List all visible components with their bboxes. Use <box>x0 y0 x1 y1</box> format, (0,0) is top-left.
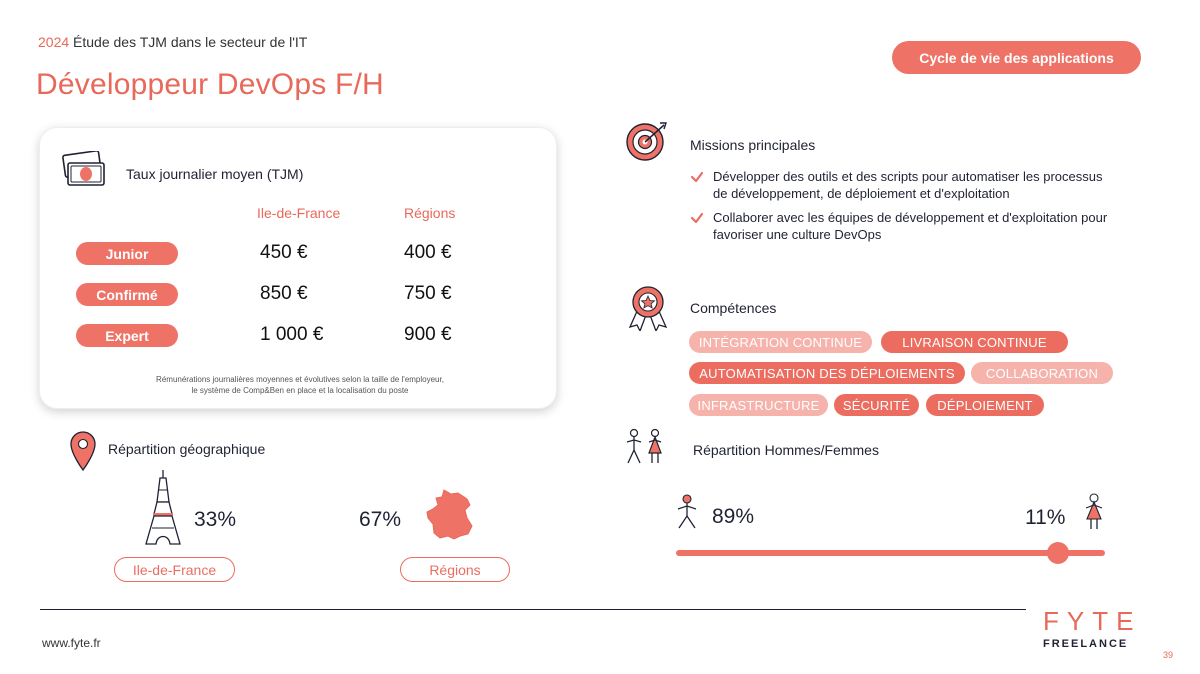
skill-tag: AUTOMATISATION DES DÉPLOIEMENTS <box>689 362 965 384</box>
france-map-icon <box>424 488 476 542</box>
tjm-expert-idf: 1 000 € <box>260 324 324 345</box>
skill-tag: INTÉGRATION CONTINUE <box>689 331 872 353</box>
page-number: 39 <box>1163 650 1174 660</box>
tjm-junior-regions: 400 € <box>404 242 452 263</box>
col-header-regions: Régions <box>404 205 456 221</box>
women-pct: 11% <box>1025 506 1066 529</box>
check-icon <box>690 170 704 184</box>
tjm-title: Taux journalier moyen (TJM) <box>126 166 304 182</box>
gender-bar-knob <box>1047 542 1069 564</box>
geo-idf-pct: 33% <box>194 508 237 531</box>
level-junior: Junior <box>76 242 178 265</box>
gender-bar-track <box>676 550 1105 556</box>
footer-url[interactable]: www.fyte.fr <box>42 636 101 650</box>
tjm-note-line2: le système de Comp&Ben en place et la localisation du poste <box>191 386 409 395</box>
tjm-confirme-regions: 750 € <box>404 283 452 304</box>
gender-title: Répartition Hommes/Femmes <box>693 442 879 458</box>
geo-regions-label: Régions <box>400 557 510 582</box>
study-subtitle-text: Étude des TJM dans le secteur de l'IT <box>73 34 308 50</box>
woman-icon <box>1082 493 1106 531</box>
tjm-junior-idf: 450 € <box>260 242 308 263</box>
couple-icon <box>622 428 668 466</box>
tjm-note <box>90 374 510 396</box>
competences-title: Compétences <box>690 300 777 316</box>
check-icon <box>690 211 704 225</box>
award-ribbon-icon <box>626 285 670 331</box>
target-icon <box>624 120 668 164</box>
tjm-note-line1: Rémunérations journalières moyennes et évolutives selon la taille de l'employeur, <box>156 375 444 384</box>
skill-tag: DÉPLOIEMENT <box>926 394 1044 416</box>
geo-regions-pct: 67% <box>359 508 402 531</box>
location-pin-icon <box>68 430 98 472</box>
skill-tag: INFRASTRUCTURE <box>689 394 828 416</box>
category-button[interactable]: Cycle de vie des applications <box>892 41 1141 74</box>
skill-tag: COLLABORATION <box>971 362 1113 384</box>
col-header-idf: Ile-de-France <box>257 205 341 221</box>
mission-item: Développer des outils et des scripts pour automatiser les processus de développement, de déploiement et d'exploitation <box>713 169 1103 201</box>
skill-tag: SÉCURITÉ <box>834 394 919 416</box>
page-title: Développeur DevOps F/H <box>36 68 384 101</box>
study-year: 2024 <box>38 34 70 50</box>
tjm-confirme-idf: 850 € <box>260 283 308 304</box>
logo-fyte: FYTE <box>1043 606 1142 636</box>
skill-tag: LIVRAISON CONTINUE <box>881 331 1068 353</box>
geo-title: Répartition géographique <box>108 441 266 457</box>
gender-bar <box>676 550 1105 556</box>
footer-divider <box>40 609 1026 610</box>
missions-title: Missions principales <box>690 137 816 153</box>
mission-item: Collaborer avec les équipes de développement et d'exploitation pour favoriser une culture DevOps <box>713 210 1108 242</box>
men-pct: 89% <box>712 505 755 528</box>
eiffel-tower-icon <box>143 468 183 546</box>
level-confirme: Confirmé <box>76 283 178 306</box>
level-expert: Expert <box>76 324 178 347</box>
study-subtitle <box>38 34 307 50</box>
geo-idf-label: Ile-de-France <box>114 557 235 582</box>
man-icon <box>675 494 699 530</box>
tjm-expert-regions: 900 € <box>404 324 452 345</box>
logo-freelance: FREELANCE <box>1043 638 1129 650</box>
banknotes-icon <box>62 151 108 189</box>
